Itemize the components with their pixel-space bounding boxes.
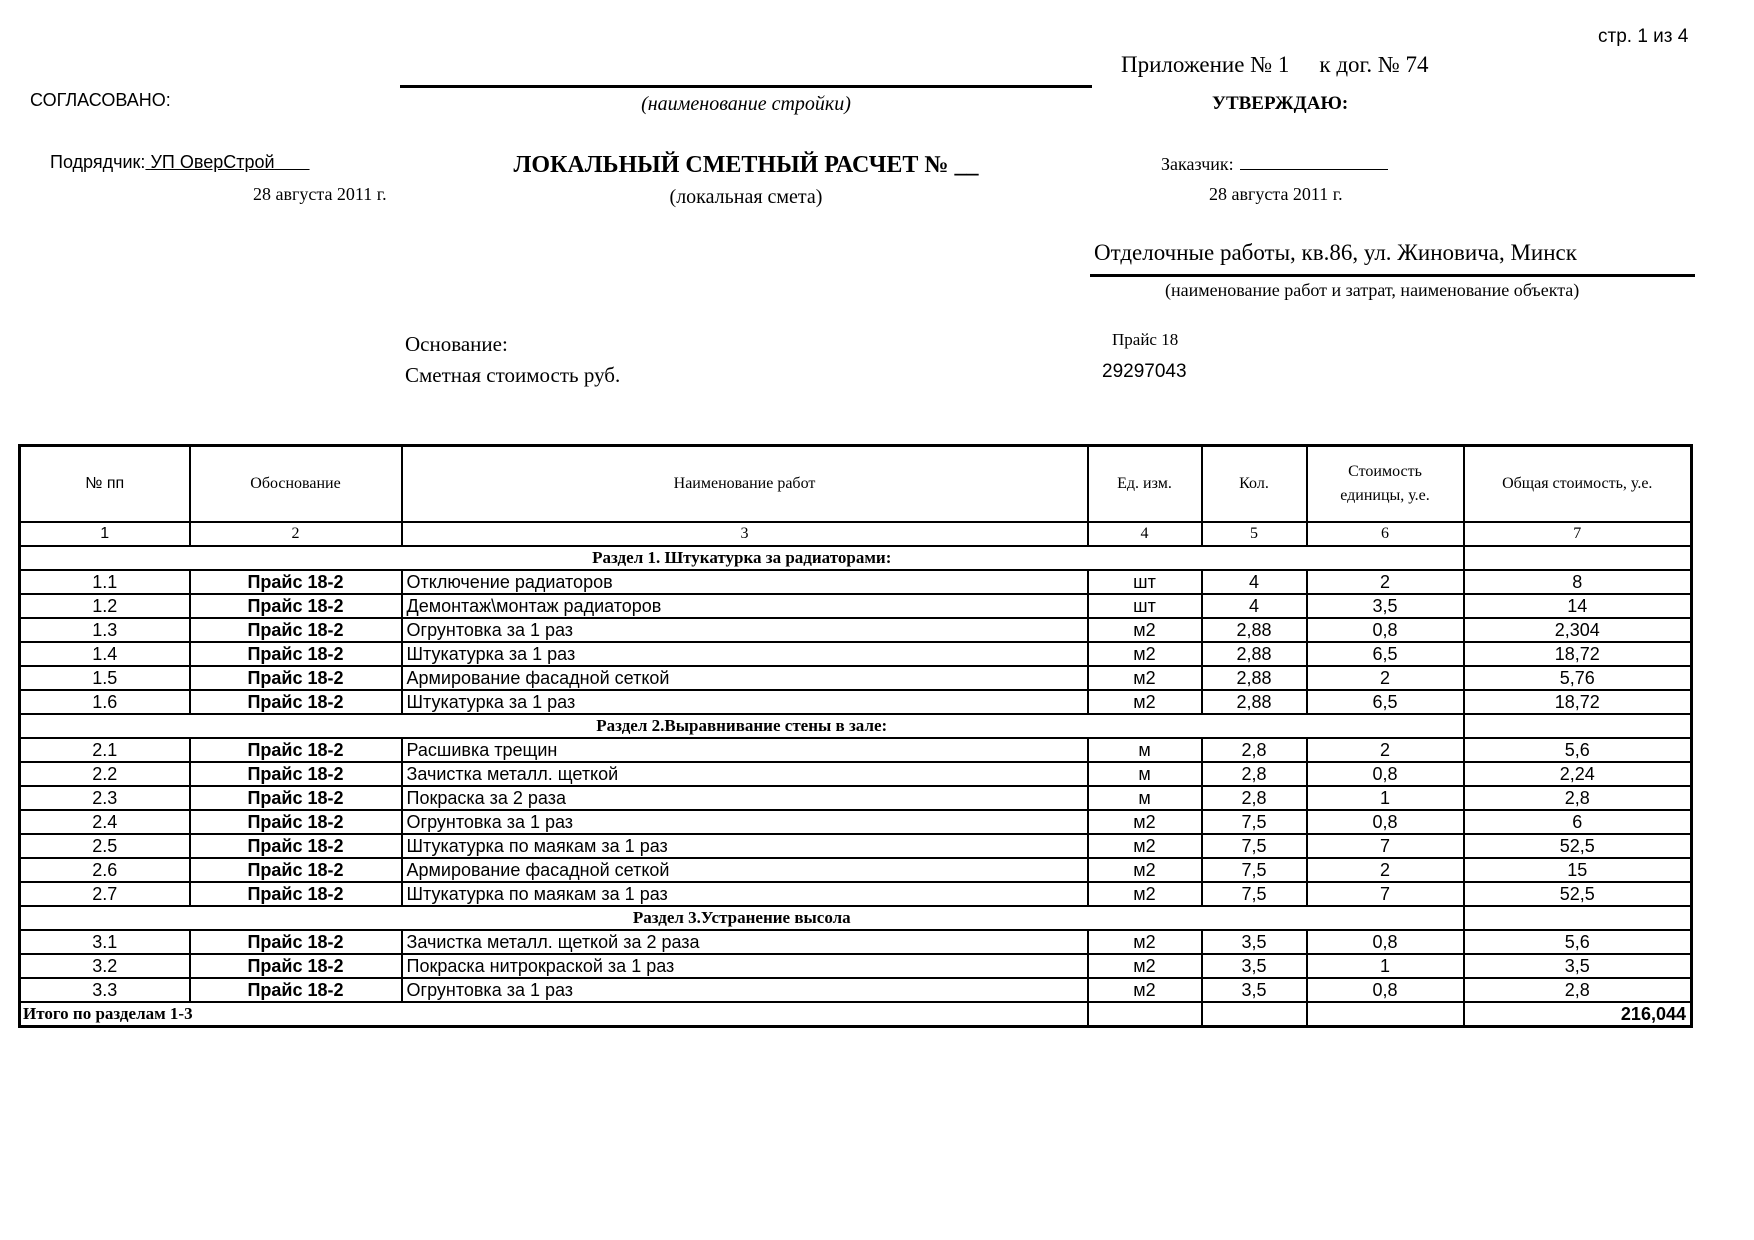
item-unit-cost: 0,8 <box>1307 930 1464 954</box>
object-name: Отделочные работы, кв.86, ул. Жиновича, Минск <box>1094 240 1577 265</box>
item-unit: м2 <box>1088 930 1202 954</box>
construction-name-caption: (наименование стройки) <box>641 93 851 115</box>
item-quantity: 3,5 <box>1202 978 1307 1002</box>
item-unit-cost: 7 <box>1307 834 1464 858</box>
section-empty-cell <box>1464 714 1692 738</box>
item-total-cost: 52,5 <box>1464 834 1692 858</box>
column-number: 2 <box>190 522 402 546</box>
total-value: 216,044 <box>1464 1002 1692 1027</box>
item-number: 2.4 <box>20 810 190 834</box>
section-row <box>20 906 1692 930</box>
item-unit: м2 <box>1088 882 1202 906</box>
item-number: 3.1 <box>20 930 190 954</box>
item-quantity: 4 <box>1202 594 1307 618</box>
document-title: ЛОКАЛЬНЫЙ СМЕТНЫЙ РАСЧЕТ № __ <box>513 152 979 178</box>
section-row <box>20 714 1692 738</box>
item-quantity: 2,8 <box>1202 738 1307 762</box>
table-row <box>20 618 1692 642</box>
item-unit: м2 <box>1088 810 1202 834</box>
item-unit: м2 <box>1088 834 1202 858</box>
item-number: 2.3 <box>20 786 190 810</box>
table-row <box>20 978 1692 1002</box>
item-unit-cost: 2 <box>1307 858 1464 882</box>
basis-value: Прайс 18 <box>1112 330 1179 349</box>
item-total-cost: 5,6 <box>1464 738 1692 762</box>
appendix-number: Приложение № 1 <box>1121 52 1290 77</box>
item-basis: Прайс 18-2 <box>190 666 402 690</box>
item-unit: м <box>1088 762 1202 786</box>
table-row <box>20 882 1692 906</box>
column-header-unit-cost <box>1307 446 1464 523</box>
item-basis: Прайс 18-2 <box>190 954 402 978</box>
item-total-cost: 3,5 <box>1464 954 1692 978</box>
item-work-name: Армирование фасадной сеткой <box>402 858 1088 882</box>
object-name-caption: (наименование работ и затрат, наименование объекта) <box>1165 280 1580 300</box>
item-unit-cost: 3,5 <box>1307 594 1464 618</box>
item-total-cost: 5,6 <box>1464 930 1692 954</box>
item-quantity: 2,8 <box>1202 762 1307 786</box>
item-unit: м2 <box>1088 666 1202 690</box>
agreed-label: СОГЛАСОВАНО: <box>30 90 171 110</box>
contractor-field <box>50 152 310 173</box>
item-unit: м2 <box>1088 978 1202 1002</box>
item-unit-cost: 0,8 <box>1307 618 1464 642</box>
object-name-line <box>1090 274 1695 277</box>
item-work-name: Расшивка трещин <box>402 738 1088 762</box>
item-unit: м <box>1088 786 1202 810</box>
item-total-cost: 2,8 <box>1464 978 1692 1002</box>
item-work-name: Покраска нитрокраской за 1 раз <box>402 954 1088 978</box>
item-total-cost: 8 <box>1464 570 1692 594</box>
item-unit: м2 <box>1088 618 1202 642</box>
section-empty-cell <box>1464 906 1692 930</box>
item-number: 2.2 <box>20 762 190 786</box>
item-number: 2.6 <box>20 858 190 882</box>
item-work-name: Огрунтовка за 1 раз <box>402 810 1088 834</box>
item-unit-cost: 2 <box>1307 666 1464 690</box>
total-empty-cell <box>1202 1002 1307 1027</box>
item-work-name: Огрунтовка за 1 раз <box>402 978 1088 1002</box>
item-quantity: 3,5 <box>1202 954 1307 978</box>
item-quantity: 3,5 <box>1202 930 1307 954</box>
item-basis: Прайс 18-2 <box>190 618 402 642</box>
item-unit: м2 <box>1088 858 1202 882</box>
item-number: 1.3 <box>20 618 190 642</box>
item-total-cost: 2,304 <box>1464 618 1692 642</box>
section-row <box>20 546 1692 570</box>
table-row <box>20 690 1692 714</box>
item-basis: Прайс 18-2 <box>190 762 402 786</box>
item-quantity: 4 <box>1202 570 1307 594</box>
item-quantity: 2,88 <box>1202 642 1307 666</box>
item-unit-cost: 2 <box>1307 570 1464 594</box>
item-work-name: Зачистка металл. щеткой <box>402 762 1088 786</box>
table-row <box>20 642 1692 666</box>
item-work-name: Штукатурка по маякам за 1 раз <box>402 834 1088 858</box>
column-header-unit: Ед. изм. <box>1088 446 1202 523</box>
item-work-name: Покраска за 2 раза <box>402 786 1088 810</box>
customer-label: Заказчик: <box>1161 154 1234 174</box>
customer-date: 28 августа 2011 г. <box>1209 184 1343 204</box>
item-number: 2.5 <box>20 834 190 858</box>
appendix-reference <box>1121 52 1429 78</box>
contractor-date: 28 августа 2011 г. <box>253 184 387 204</box>
unit-cost-header-line1: Стоимость <box>1348 463 1422 480</box>
item-basis: Прайс 18-2 <box>190 738 402 762</box>
section-title: Раздел 3.Устранение высола <box>20 906 1464 930</box>
item-work-name: Зачистка металл. щеткой за 2 раза <box>402 930 1088 954</box>
estimated-cost-value: 29297043 <box>1102 361 1187 382</box>
item-total-cost: 18,72 <box>1464 690 1692 714</box>
column-header-work-name: Наименование работ <box>402 446 1088 523</box>
item-work-name: Армирование фасадной сеткой <box>402 666 1088 690</box>
item-unit-cost: 6,5 <box>1307 642 1464 666</box>
item-basis: Прайс 18-2 <box>190 978 402 1002</box>
contractor-label: Подрядчик: <box>50 152 146 172</box>
table-row <box>20 762 1692 786</box>
item-basis: Прайс 18-2 <box>190 882 402 906</box>
total-empty-cell <box>1307 1002 1464 1027</box>
item-total-cost: 52,5 <box>1464 882 1692 906</box>
item-basis: Прайс 18-2 <box>190 594 402 618</box>
column-number: 7 <box>1464 522 1692 546</box>
item-unit-cost: 0,8 <box>1307 810 1464 834</box>
column-header-quantity: Кол. <box>1202 446 1307 523</box>
item-unit: м <box>1088 738 1202 762</box>
construction-name-line <box>400 85 1092 88</box>
item-number: 1.2 <box>20 594 190 618</box>
item-total-cost: 2,24 <box>1464 762 1692 786</box>
approve-label: УТВЕРЖДАЮ: <box>1212 93 1349 114</box>
table-row <box>20 834 1692 858</box>
item-number: 1.1 <box>20 570 190 594</box>
column-number: 1 <box>20 522 190 546</box>
item-unit-cost: 1 <box>1307 786 1464 810</box>
item-basis: Прайс 18-2 <box>190 930 402 954</box>
item-basis: Прайс 18-2 <box>190 810 402 834</box>
table-row <box>20 786 1692 810</box>
column-header-number: № пп <box>20 446 190 523</box>
item-unit-cost: 2 <box>1307 738 1464 762</box>
item-unit-cost: 0,8 <box>1307 978 1464 1002</box>
column-number: 6 <box>1307 522 1464 546</box>
item-basis: Прайс 18-2 <box>190 786 402 810</box>
contract-number: к дог. № 74 <box>1319 52 1429 77</box>
table-row <box>20 666 1692 690</box>
item-unit: шт <box>1088 594 1202 618</box>
contractor-value: УП ОверСтрой <box>150 152 275 172</box>
table-row <box>20 954 1692 978</box>
item-total-cost: 5,76 <box>1464 666 1692 690</box>
table-row <box>20 594 1692 618</box>
item-number: 2.1 <box>20 738 190 762</box>
item-quantity: 7,5 <box>1202 810 1307 834</box>
table-row <box>20 930 1692 954</box>
item-unit: м2 <box>1088 954 1202 978</box>
section-title: Раздел 2.Выравнивание стены в зале: <box>20 714 1464 738</box>
table-row <box>20 570 1692 594</box>
total-label: Итого по разделам 1-3 <box>20 1002 1088 1027</box>
item-quantity: 2,88 <box>1202 690 1307 714</box>
customer-field <box>1161 154 1388 175</box>
column-number: 4 <box>1088 522 1202 546</box>
item-quantity: 7,5 <box>1202 858 1307 882</box>
item-total-cost: 15 <box>1464 858 1692 882</box>
item-number: 1.5 <box>20 666 190 690</box>
item-number: 1.6 <box>20 690 190 714</box>
item-work-name: Отключение радиаторов <box>402 570 1088 594</box>
customer-signature-line <box>1240 155 1388 170</box>
column-number-row <box>20 522 1692 546</box>
column-header-total-cost: Общая стоимость, у.е. <box>1464 446 1692 523</box>
item-total-cost: 2,8 <box>1464 786 1692 810</box>
item-unit-cost: 1 <box>1307 954 1464 978</box>
item-unit: м2 <box>1088 642 1202 666</box>
item-quantity: 2,88 <box>1202 666 1307 690</box>
item-basis: Прайс 18-2 <box>190 690 402 714</box>
item-work-name: Штукатурка за 1 раз <box>402 642 1088 666</box>
item-unit-cost: 6,5 <box>1307 690 1464 714</box>
item-total-cost: 14 <box>1464 594 1692 618</box>
item-basis: Прайс 18-2 <box>190 570 402 594</box>
item-unit: шт <box>1088 570 1202 594</box>
column-number: 5 <box>1202 522 1307 546</box>
item-basis: Прайс 18-2 <box>190 858 402 882</box>
column-number: 3 <box>402 522 1088 546</box>
item-unit-cost: 0,8 <box>1307 762 1464 786</box>
table-row <box>20 810 1692 834</box>
total-row <box>20 1002 1692 1027</box>
estimated-cost-label: Сметная стоимость руб. <box>405 363 621 387</box>
item-quantity: 2,88 <box>1202 618 1307 642</box>
item-work-name: Штукатурка за 1 раз <box>402 690 1088 714</box>
section-empty-cell <box>1464 546 1692 570</box>
item-number: 3.2 <box>20 954 190 978</box>
item-work-name: Огрунтовка за 1 раз <box>402 618 1088 642</box>
item-quantity: 7,5 <box>1202 882 1307 906</box>
item-quantity: 7,5 <box>1202 834 1307 858</box>
table-row <box>20 738 1692 762</box>
page-number: стр. 1 из 4 <box>1598 26 1689 47</box>
item-number: 2.7 <box>20 882 190 906</box>
item-unit-cost: 7 <box>1307 882 1464 906</box>
section-title: Раздел 1. Штукатурка за радиаторами: <box>20 546 1464 570</box>
item-quantity: 2,8 <box>1202 786 1307 810</box>
total-empty-cell <box>1088 1002 1202 1027</box>
document-subtitle: (локальная смета) <box>669 186 823 208</box>
estimate-table <box>18 444 1693 1028</box>
unit-cost-header-line2: единицы, у.е. <box>1340 487 1430 504</box>
item-unit: м2 <box>1088 690 1202 714</box>
item-basis: Прайс 18-2 <box>190 834 402 858</box>
basis-label: Основание: <box>405 332 508 356</box>
item-work-name: Демонтаж\монтаж радиаторов <box>402 594 1088 618</box>
table-header-row <box>20 446 1692 523</box>
item-number: 3.3 <box>20 978 190 1002</box>
item-total-cost: 6 <box>1464 810 1692 834</box>
item-total-cost: 18,72 <box>1464 642 1692 666</box>
column-header-basis: Обоснование <box>190 446 402 523</box>
item-number: 1.4 <box>20 642 190 666</box>
item-work-name: Штукатурка по маякам за 1 раз <box>402 882 1088 906</box>
table-row <box>20 858 1692 882</box>
estimate-table-body <box>20 546 1692 1002</box>
item-basis: Прайс 18-2 <box>190 642 402 666</box>
